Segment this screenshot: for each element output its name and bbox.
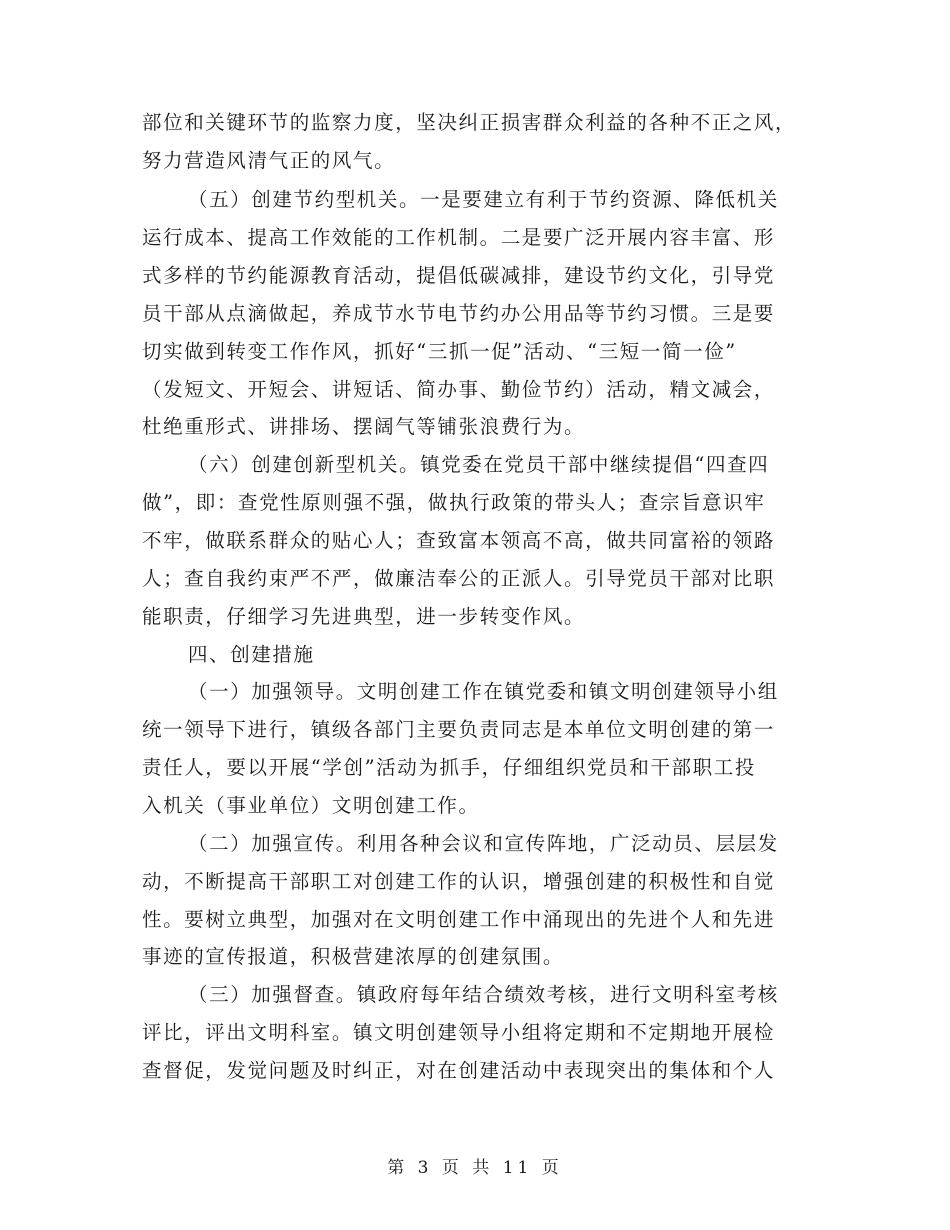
text-line: 查督促，发觉问题及时纠正，对在创建活动中表现突出的集体和个人 <box>142 1059 776 1082</box>
paragraph-heading-2: （二）加强宣传。利用各种会议和宣传阵地，广泛动员、层层发 <box>188 832 779 855</box>
text-line: 员干部从点滴做起，养成节水节电节约办公用品等节约习惯。三是要 <box>142 302 776 325</box>
text-line: 统一领导下进行，镇级各部门主要负责同志是本单位文明创建的第一 <box>142 718 776 741</box>
text-line: 部位和关键环节的监察力度，坚决纠正损害群众利益的各种不正之风， <box>142 111 797 134</box>
page-number-footer: 第 3 页 共 11 页 <box>387 1158 563 1178</box>
text-line: 入机关（事业单位）文明创建工作。 <box>142 794 480 817</box>
text-line: 能职责，仔细学习先进典型，进一步转变作风。 <box>142 605 586 628</box>
paragraph-heading-1: （一）加强领导。文明创建工作在镇党委和镇文明创建领导小组 <box>188 680 779 703</box>
text-line: 人；查自我约束严不严，做廉洁奉公的正派人。引导党员干部对比职 <box>142 567 776 590</box>
text-line: 杜绝重形式、讲排场、摆阔气等铺张浪费行为。 <box>142 415 586 438</box>
text-line: 不牢，做联系群众的贴心人；查致富本领高不高，做共同富裕的领路 <box>142 529 776 552</box>
section-heading: 四、创建措施 <box>188 643 315 666</box>
text-line: 评比，评出文明科室。镇文明创建领导小组将定期和不定期地开展检 <box>142 1021 776 1044</box>
text-line: 事迹的宣传报道，积极营建浓厚的创建氛围。 <box>142 945 565 968</box>
text-line: 动，不断提高干部职工对创建工作的认识，增强创建的积极性和自觉 <box>142 870 776 893</box>
text-line: 切实做到转变工作作风，抓好“三抓一促”活动、“三短一简一俭” <box>142 340 737 363</box>
paragraph-heading-6: （六）创建创新型机关。镇党委在党员干部中继续提倡“四查四 <box>188 453 770 476</box>
text-line: 式多样的节约能源教育活动，提倡低碳减排，建设节约文化，引导党 <box>142 264 776 287</box>
text-line: （发短文、开短会、讲短话、简办事、勤俭节约）活动，精文减会， <box>142 378 776 401</box>
text-line: 做”，即：查党性原则强不强，做执行政策的带头人；查宗旨意识牢 <box>142 491 766 514</box>
text-line: 努力营造风清气正的风气。 <box>142 149 396 172</box>
paragraph-heading-5: （五）创建节约型机关。一是要建立有利于节约资源、降低机关 <box>188 188 779 211</box>
text-line: 运行成本、提高工作效能的工作机制。二是要广泛开展内容丰富、形 <box>142 226 776 249</box>
paragraph-heading-3: （三）加强督查。镇政府每年结合绩效考核，进行文明科室考核 <box>188 983 779 1006</box>
text-line: 责任人，要以开展“学创”活动为抓手，仔细组织党员和干部职工投 <box>142 756 756 779</box>
text-line: 性。要树立典型，加强对在文明创建工作中涌现出的先进个人和先进 <box>142 908 776 931</box>
